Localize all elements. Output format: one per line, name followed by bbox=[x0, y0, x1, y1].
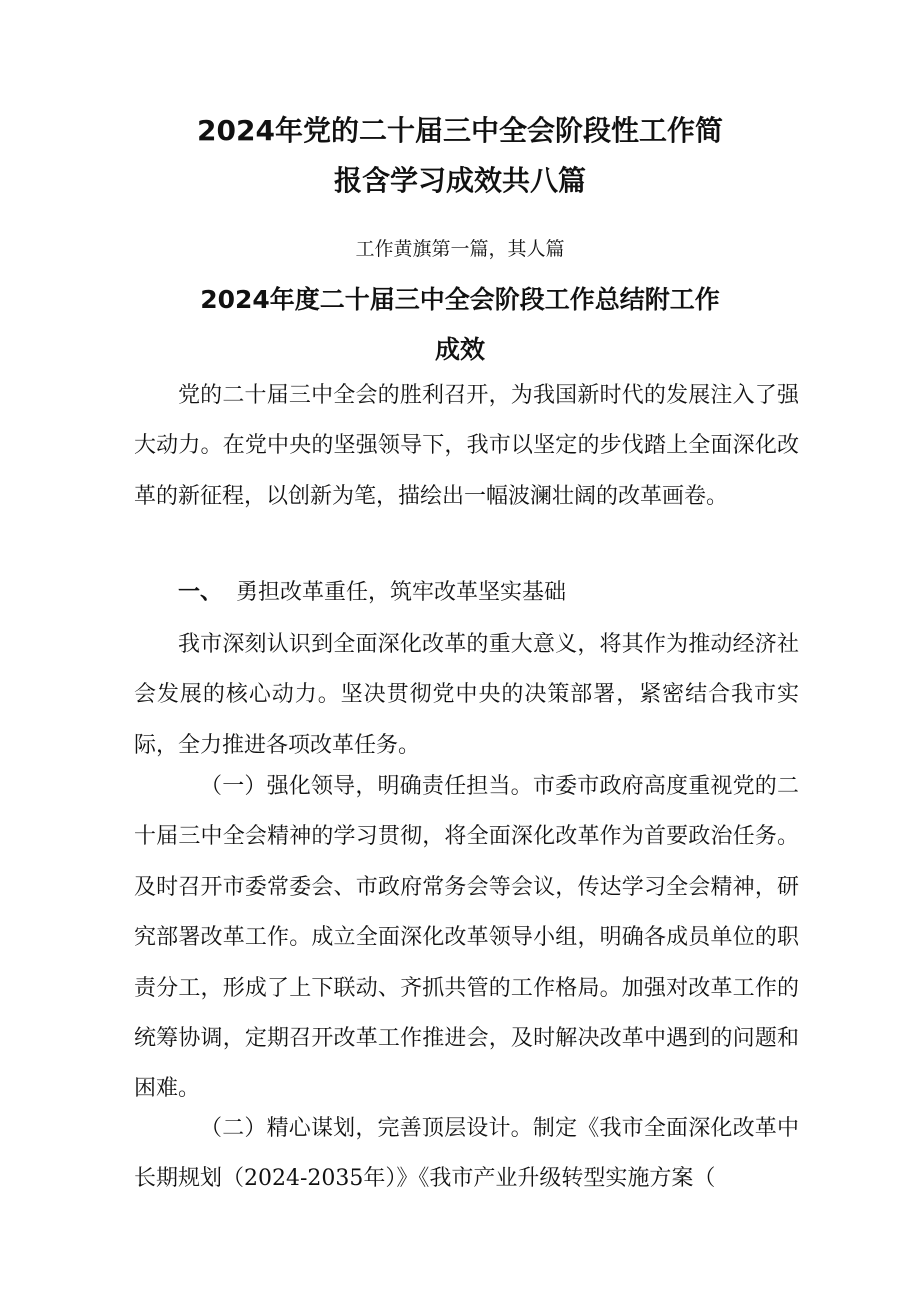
section-heading-line-2: 成效 bbox=[434, 335, 485, 364]
document-subtitle: 工作黄旗第一篇，其人篇 bbox=[355, 238, 565, 260]
section-1-number: 一、 bbox=[178, 580, 223, 605]
intro-paragraph: 党的二十届三中全会的胜利召开，为我国新时代的发展注入了强大动力。在党中央的坚强领导下，我市以坚定的步伐踏上全面深化改革的新征程，以创新为笔，描绘出一幅波澜壮阔的改革画卷。 bbox=[134, 383, 799, 509]
section-1-paragraph: 我市深刻认识到全面深化改革的重大意义，将其作为推动经济社会发展的核心动力。坚决贯彻党中央的决策部署，紧密结合我市实际，全力推进各项改革任务。 bbox=[134, 632, 799, 758]
section-1-title: 勇担改革重任，筑牢改革坚实基础 bbox=[236, 580, 567, 605]
item-1-paragraph: （一）强化领导，明确责任担当。市委市政府高度重视党的二十届三中全会精神的学习贯彻，将全面深化改革作为首要政治任务。及时召开市委常委会、市政府常务会等会议，传达学习全会精神，研究部署改革工作。成立全面深化改革领导小组，明确各成员单位的职责分工，形成了上下联动、齐抓共管的工作格局。加强对改革工作的统筹协调，定期召开改革工作推进会，及时解决改革中遇到的问题和困难。 bbox=[134, 774, 799, 1102]
item-2-paragraph: （二）精心谋划，完善顶层设计。制定《我市全面深化改革中长期规划（2024-2035年）》《我市产业升级转型实施方案（ bbox=[134, 1116, 799, 1192]
document-title-line-2: 报含学习成效共八篇 bbox=[333, 164, 586, 197]
document-title-line-1: 2024年党的二十届三中全会阶段性工作简 bbox=[197, 114, 723, 147]
section-1-heading bbox=[178, 580, 566, 606]
section-heading-line-1: 2024年度二十届三中全会阶段工作总结附工作 bbox=[200, 285, 720, 314]
